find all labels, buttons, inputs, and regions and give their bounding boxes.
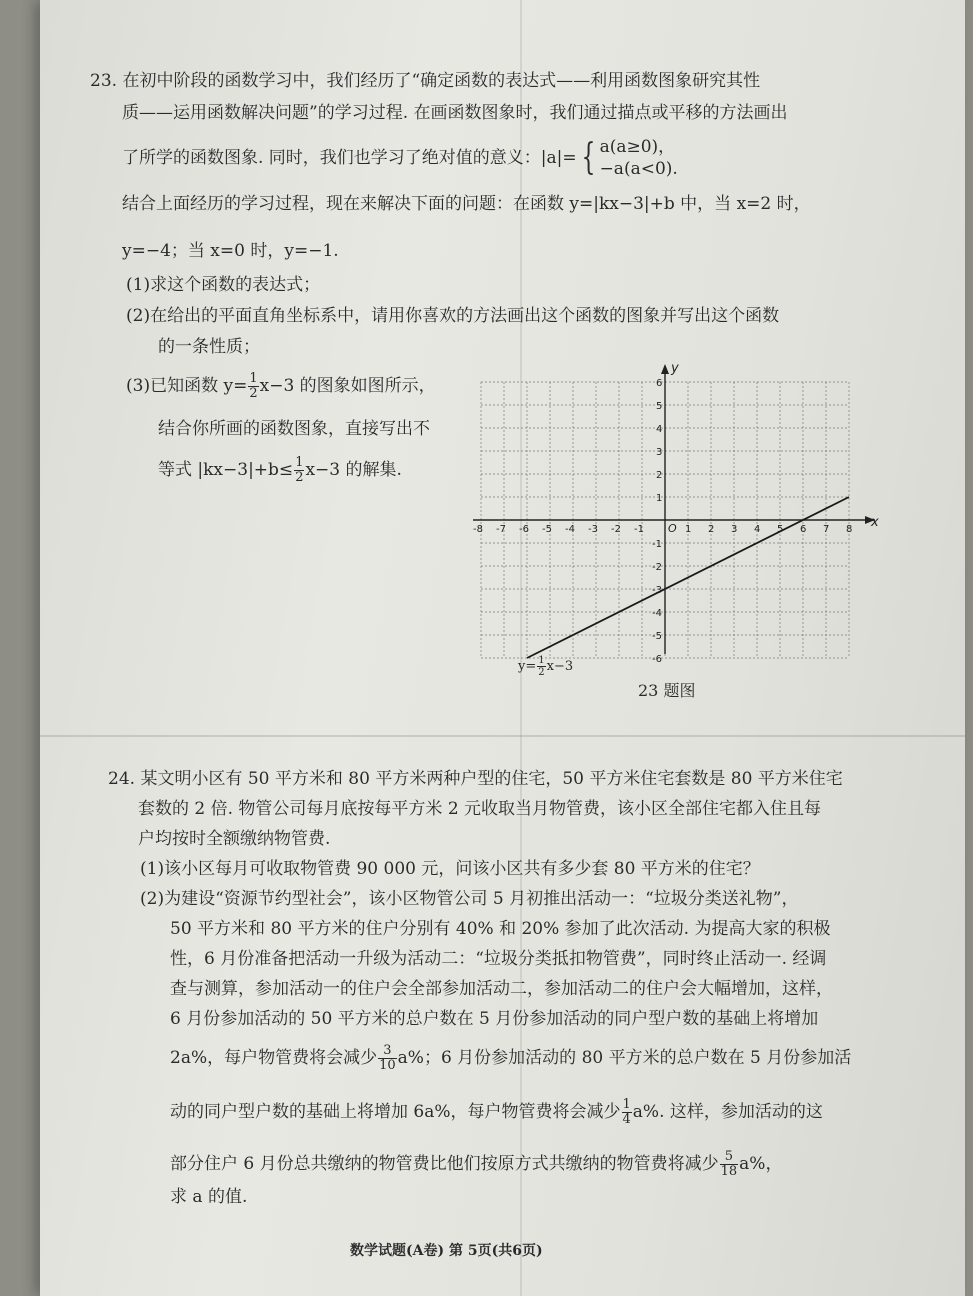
paper-fold xyxy=(40,735,965,737)
y-tick-label: -4 xyxy=(652,608,662,619)
x-tick-label: 4 xyxy=(754,524,761,535)
line-label xyxy=(518,655,573,678)
fraction-numerator: 5 xyxy=(720,1150,739,1165)
x-tick-label: -8 xyxy=(473,524,483,535)
q24-line: 24. 某文明小区有 50 平方米和 80 平方米两种户型的住宅，50 平方米住宅套数是 80 平方米住宅 xyxy=(108,769,843,789)
fraction-denominator: 10 xyxy=(379,1058,396,1073)
fraction xyxy=(294,456,304,485)
q23-part-2-cont: 的一条性质； xyxy=(158,337,260,357)
q23-intro-line: 质——运用函数解决问题”的学习过程. 在画函数图象时，我们通过描点或平移的方法画出 xyxy=(122,103,788,123)
x-axis-label: x xyxy=(871,515,879,530)
x-tick-label: -6 xyxy=(519,524,529,535)
x-tick-label: 8 xyxy=(846,524,853,535)
abs-case-1: a(a≥0)， xyxy=(599,137,676,157)
fraction-denominator: 18 xyxy=(720,1164,738,1179)
q24-line: 查与测算，参加活动一的住户会全部参加活动二，参加活动二的住户会大幅增加，这样， xyxy=(170,979,833,999)
line-label-text: y= xyxy=(518,659,537,674)
q24-text: a%. 这样，参加活动的这 xyxy=(632,1102,823,1122)
series-line xyxy=(527,497,849,658)
y-tick-label: 3 xyxy=(656,447,663,458)
q23-abs-def-text: 了所学的函数图象. 同时，我们也学习了绝对值的意义：|a|= xyxy=(122,148,577,168)
q24-line: 套数的 2 倍. 物管公司每月底按每平方米 2 元收取当月物管费，该小区全部住宅都入住且每 xyxy=(138,799,822,819)
y-tick-label: -2 xyxy=(652,562,662,573)
q23-part-3-inequality xyxy=(158,456,402,485)
origin-label: O xyxy=(668,522,677,535)
fraction-denominator: 4 xyxy=(622,1112,631,1127)
figure-caption: 23 题图 xyxy=(638,681,696,700)
q24-text: a%， xyxy=(739,1154,783,1174)
q24-line: 求 a 的值. xyxy=(170,1187,248,1207)
page-footer: 数学试题(A卷) 第 5页(共6页) xyxy=(350,1243,543,1259)
x-tick-label: -4 xyxy=(565,524,575,535)
x-tick-label: -2 xyxy=(611,524,621,535)
y-tick-label: 4 xyxy=(656,424,663,435)
q23-intro-line: y=−4；当 x=0 时，y=−1. xyxy=(122,241,339,261)
y-axis-arrow xyxy=(661,364,669,374)
abs-case-2: −a(a<0). xyxy=(599,159,678,179)
fraction-numerator: 1 xyxy=(249,371,258,386)
abs-cases xyxy=(600,136,678,180)
y-tick-label: -5 xyxy=(652,631,662,642)
q24-line xyxy=(170,1150,782,1179)
fraction-denominator: 2 xyxy=(538,667,545,678)
x-tick-label: -3 xyxy=(588,524,598,535)
fraction-numerator: 1 xyxy=(538,655,545,666)
q23-part-3-text: 等式 |kx−3|+b≤ xyxy=(158,460,294,480)
fraction xyxy=(248,372,258,401)
q24-line: 户均按时全额缴纳物管费. xyxy=(138,829,331,849)
q24-line xyxy=(170,1044,851,1073)
q23-intro-line: 23. 在初中阶段的函数学习中，我们经历了“确定函数的表达式——利用函数图象研究其性 xyxy=(90,71,761,91)
q23-intro-line: 结合上面经历的学习过程，现在来解决下面的问题：在函数 y=|kx−3|+b 中，当 x=2 时， xyxy=(122,194,811,214)
q24-text: a%；6 月份参加活动的 80 平方米的总户数在 5 月份参加活 xyxy=(397,1048,852,1068)
fraction-numerator: 3 xyxy=(378,1044,397,1059)
y-axis-label: y xyxy=(671,361,679,376)
y-tick-label: -6 xyxy=(652,654,662,665)
q24-line: 6 月份参加活动的 50 平方米的总户数在 5 月份参加活动的同户型户数的基础上将增加 xyxy=(170,1009,819,1029)
q23-part-3 xyxy=(126,372,436,401)
x-tick-label: 5 xyxy=(777,524,784,535)
fraction xyxy=(720,1150,739,1179)
y-tick-label: 5 xyxy=(656,401,663,412)
x-tick-label: 6 xyxy=(800,524,807,535)
y-tick-label: -1 xyxy=(652,539,662,550)
coordinate-plane xyxy=(470,340,900,685)
y-tick-label: 1 xyxy=(656,493,663,504)
q24-part-2: (2)为建设“资源节约型社会”，该小区物管公司 5 月初推出活动一：“垃圾分类送礼物”， xyxy=(140,889,799,909)
q24-text: 动的同户型户数的基础上将增加 6a%，每户物管费将会减少 xyxy=(170,1102,621,1122)
y-tick-label: -3 xyxy=(652,585,662,596)
y-tick-label: 2 xyxy=(656,470,663,481)
q24-part-1: (1)该小区每月可收取物管费 90 000 元，问该小区共有多少套 80 平方米的住宅？ xyxy=(140,859,760,879)
x-tick-label: 2 xyxy=(708,524,715,535)
fraction-numerator: 1 xyxy=(622,1097,631,1112)
q24-line xyxy=(170,1098,823,1127)
line-label-text: x−3 xyxy=(546,659,574,674)
x-tick-label: -7 xyxy=(496,524,506,535)
q23-part-1: (1)求这个函数的表达式； xyxy=(126,275,321,295)
q23-part-3-text: x−3 的图象如图所示， xyxy=(259,376,436,396)
q24-line: 性，6 月份准备把活动一升级为活动二：“垃圾分类抵扣物管费”，同时终止活动一. 经调 xyxy=(170,949,827,969)
q24-text: 部分住户 6 月份总共缴纳的物管费比他们按原方式共缴纳的物管费将减少 xyxy=(170,1154,719,1174)
q23-part-2: (2)在给出的平面直角坐标系中，请用你喜欢的方法画出这个函数的图象并写出这个函数 xyxy=(126,306,780,326)
y-tick-label: 6 xyxy=(656,378,663,389)
x-tick-label: 1 xyxy=(685,524,692,535)
fraction-numerator: 1 xyxy=(295,455,304,470)
fraction-denominator: 2 xyxy=(249,386,258,401)
fraction-denominator: 2 xyxy=(295,470,304,485)
q23-part-3-text: x−3 的解集. xyxy=(305,460,402,480)
q23-part-3-text: (3)已知函数 y= xyxy=(126,376,248,396)
q23-part-3-cont: 结合你所画的函数图象，直接写出不 xyxy=(158,419,430,439)
q23-abs-def xyxy=(122,136,678,184)
brace-symbol: { xyxy=(581,137,595,178)
fraction xyxy=(622,1098,632,1127)
fraction xyxy=(537,655,545,678)
fraction xyxy=(378,1044,397,1073)
q24-text: 2a%，每户物管费将会减少 xyxy=(170,1048,378,1068)
x-tick-label: 7 xyxy=(823,524,830,535)
x-tick-label: -1 xyxy=(634,524,644,535)
q24-line: 50 平方米和 80 平方米的住户分别有 40% 和 20% 参加了此次活动. 为提高大家的积极 xyxy=(170,919,831,939)
x-tick-label: -5 xyxy=(542,524,552,535)
x-tick-label: 3 xyxy=(731,524,738,535)
